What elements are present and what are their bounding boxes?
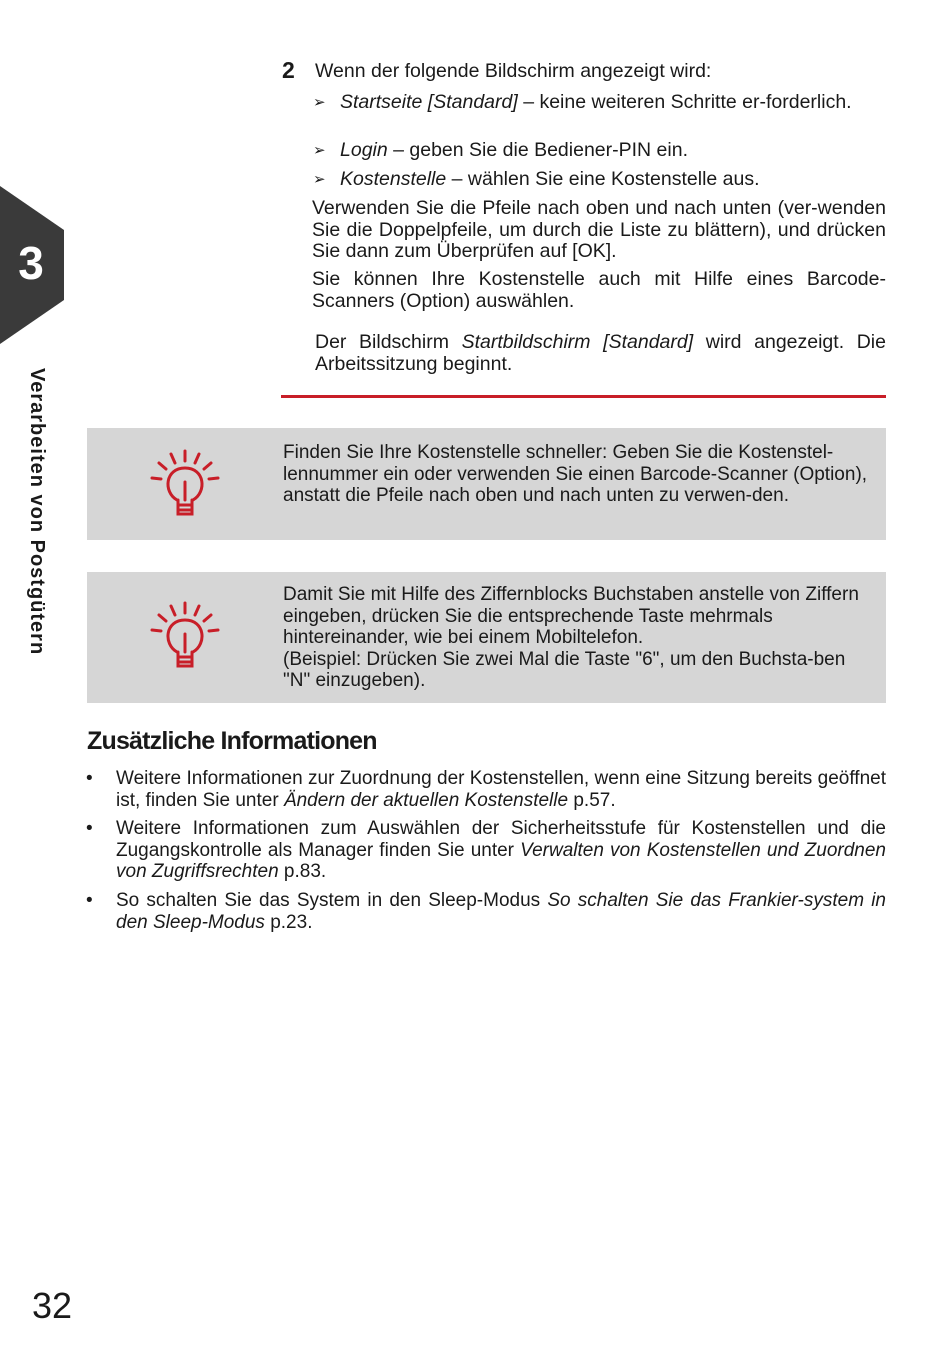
step-result bbox=[315, 332, 886, 375]
step-intro: Wenn der folgende Bildschirm angezeigt wird: bbox=[315, 60, 712, 82]
section-divider bbox=[281, 395, 886, 398]
info-item-text: So schalten Sie das System in den Sleep-Modus bbox=[116, 890, 548, 911]
option-description: – keine weiteren Schritte er-forderlich. bbox=[517, 91, 852, 113]
lightbulb-icon bbox=[147, 448, 223, 520]
info-item-page: p.23. bbox=[264, 911, 313, 933]
step-option-text bbox=[340, 169, 760, 191]
tip-text-block bbox=[283, 584, 873, 692]
tip-text: Damit Sie mit Hilfe des Ziffernblocks Buchstaben anstelle von Ziffern eingeben, drücken Sie die entsprechende Taste mehrmals hintereinander, wie bei einem Mobiltelefon. bbox=[283, 584, 859, 648]
option-description: – wählen Sie eine Kostenstelle aus. bbox=[446, 168, 760, 190]
bullet-dot-icon: • bbox=[86, 768, 93, 789]
step-option-list bbox=[313, 92, 886, 198]
option-term: Login bbox=[340, 139, 388, 161]
info-item bbox=[116, 818, 886, 883]
arrow-bullet-icon: ➢ bbox=[313, 171, 326, 188]
lightbulb-icon bbox=[147, 600, 223, 672]
chapter-side-title: Verarbeiten von Postgütern bbox=[26, 368, 48, 656]
tip-box bbox=[87, 572, 886, 703]
section-heading: Zusätzliche Informationen bbox=[87, 727, 377, 755]
step-paragraph-arrows: Verwenden Sie die Pfeile nach oben und nach unten (ver-wenden Sie die Doppelpfeile, um durch die Liste zu blättern), und drücken Sie dann zum Überprüfen auf [OK]. bbox=[312, 197, 886, 262]
option-term: Startseite [Standard] bbox=[340, 91, 518, 113]
step-option-text bbox=[340, 92, 886, 114]
info-item-link[interactable]: Verwalten von Kostenstellen und Zuordnen von Zugriffsrechten bbox=[116, 839, 886, 882]
info-item-page: p.57. bbox=[568, 789, 616, 811]
option-term: Kostenstelle bbox=[340, 168, 447, 190]
chapter-number: 3 bbox=[18, 237, 44, 289]
tip-box bbox=[87, 428, 886, 540]
step-number: 2 bbox=[282, 57, 295, 83]
bullet-dot-icon: • bbox=[86, 818, 93, 839]
arrow-bullet-icon: ➢ bbox=[313, 94, 326, 111]
info-item-text: Weitere Informationen zum Auswählen der Sicherheitsstufe für Kostenstellen und die Zugangskontrolle als Manager finden Sie unter bbox=[116, 818, 886, 861]
arrow-bullet-icon: ➢ bbox=[313, 142, 326, 159]
info-item-link[interactable]: So schalten Sie das Frankier-system in den Sleep-Modus bbox=[116, 890, 887, 933]
step-option bbox=[313, 92, 886, 136]
info-item bbox=[116, 768, 886, 811]
result-after: wird angezeigt. Die Arbeitssitzung beginnt. bbox=[315, 331, 886, 375]
bullet-dot-icon: • bbox=[86, 890, 93, 911]
step-option bbox=[313, 169, 886, 198]
tip-text: Finden Sie Ihre Kostenstelle schneller: Geben Sie die Kostenstel-lennummer ein oder verwenden Sie einen Barcode-Scanner (Option), anstatt die Pfeile nach oben und nach unten zu verwen-den. bbox=[283, 442, 868, 506]
info-item bbox=[116, 890, 886, 933]
tip-example: (Beispiel: Drücken Sie zwei Mal die Taste "6", um den Buchsta-ben "N" einzugeben). bbox=[283, 648, 846, 691]
result-term: Startbildschirm [Standard] bbox=[461, 331, 694, 353]
info-item-text: Weitere Informationen zur Zuordnung der Kostenstellen, wenn eine Sitzung bereits geöffnet ist, finden Sie unter bbox=[116, 768, 886, 811]
page-number: 32 bbox=[32, 1285, 73, 1326]
info-item-link[interactable]: Ändern der aktuellen Kostenstelle bbox=[283, 789, 569, 811]
info-item-page: p.83. bbox=[278, 861, 327, 882]
step-option bbox=[313, 140, 886, 169]
step-option-text bbox=[340, 140, 688, 162]
step-paragraph-scanner: Sie können Ihre Kostenstelle auch mit Hilfe eines Barcode-Scanners (Option) auswählen. bbox=[312, 268, 886, 312]
result-before: Der Bildschirm bbox=[315, 331, 462, 353]
option-description: – geben Sie die Bediener-PIN ein. bbox=[387, 139, 688, 161]
